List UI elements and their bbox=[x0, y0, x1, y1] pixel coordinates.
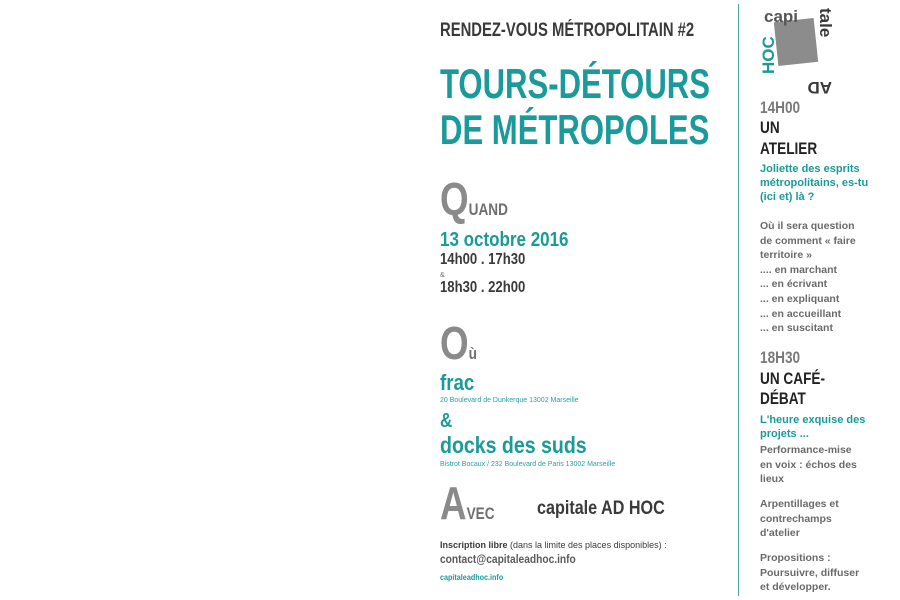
event-date: 13 octobre 2016 bbox=[440, 229, 569, 251]
cafe-subtitle bbox=[760, 413, 890, 441]
inscription-bold: Inscription libre bbox=[440, 540, 508, 550]
atelier-description-line: .... en marchant bbox=[760, 263, 838, 276]
event-kicker: RENDEZ-VOUS MÉTROPOLITAIN #2 bbox=[440, 20, 695, 41]
venue-frac-address: 20 Boulevard de Dunkerque 13002 Marseille bbox=[440, 397, 579, 404]
avec-initial: A bbox=[440, 477, 467, 529]
time-ampersand: & bbox=[440, 272, 445, 279]
cafe-arpentillages bbox=[760, 497, 890, 541]
capitale-ad-hoc-logo bbox=[759, 7, 835, 97]
atelier-description bbox=[760, 219, 890, 336]
atelier-description-line: territoire » bbox=[760, 249, 812, 262]
cafe-propositions-line: Poursuivre, diffuser bbox=[760, 566, 860, 579]
atelier-heading-line1: UN bbox=[760, 118, 780, 137]
logo-word-capi: capi bbox=[764, 7, 799, 26]
cafe-propositions bbox=[760, 551, 890, 595]
quand-heading bbox=[440, 173, 508, 225]
event-title-line1: TOURS-DÉTOURS bbox=[440, 60, 710, 107]
quand-rest: UAND bbox=[468, 200, 508, 219]
atelier-time: 14H00 bbox=[760, 98, 801, 117]
atelier-subtitle-line: (ici et) là ? bbox=[760, 191, 815, 203]
ou-rest: ù bbox=[468, 344, 477, 363]
venue-docks-address: Bistrot Bocaux / 232 Boulevard de Paris 13002 Marseille bbox=[440, 461, 616, 468]
atelier-subtitle bbox=[760, 162, 890, 204]
time-slot-1: 14h00 . 17h30 bbox=[440, 251, 526, 268]
atelier-subtitle-line: Joliette des esprits bbox=[760, 163, 860, 175]
atelier-description-line: Où il sera question bbox=[760, 220, 855, 232]
inscription-note bbox=[440, 540, 667, 550]
logo-word-ad: AD bbox=[807, 78, 832, 97]
atelier-description-line: ... en accueillant bbox=[760, 307, 842, 320]
atelier-description-line: ... en écrivant bbox=[760, 278, 828, 291]
atelier-description-line: de comment « faire bbox=[760, 234, 856, 247]
ou-heading bbox=[440, 317, 477, 369]
venue-ampersand: & bbox=[440, 410, 453, 432]
cafe-arpentillages-line: contrechamps bbox=[760, 512, 832, 525]
cafe-subtitle-line: L'heure exquise des bbox=[760, 414, 866, 426]
cafe-time: 18H30 bbox=[760, 348, 801, 367]
cafe-arpentillages-line: Arpentillages et bbox=[760, 498, 839, 510]
time-slot-2: 18h30 . 22h00 bbox=[440, 279, 526, 296]
quand-initial: Q bbox=[440, 173, 469, 225]
atelier-heading-line2: ATELIER bbox=[760, 139, 818, 158]
cafe-heading-line1: UN CAFÉ- bbox=[760, 369, 825, 388]
logo-word-tale: tale bbox=[816, 8, 835, 38]
column-divider bbox=[738, 4, 739, 596]
cafe-subtitle-line: projets ... bbox=[760, 428, 809, 440]
partner-name: capitale AD HOC bbox=[537, 498, 665, 519]
event-title-line2: DE MÉTROPOLES bbox=[440, 106, 710, 153]
atelier-subtitle-line: métropolitains, es-tu bbox=[760, 177, 869, 189]
website-link[interactable]: capitaleadhoc.info bbox=[440, 573, 504, 582]
atelier-description-line: ... en expliquant bbox=[760, 292, 840, 305]
venue-docks: docks des suds bbox=[440, 432, 587, 458]
cafe-performance-line: lieux bbox=[760, 473, 784, 486]
contact-email-link[interactable]: contact@capitaleadhoc.info bbox=[440, 552, 576, 566]
cafe-performance-line: en voix : échos des bbox=[760, 458, 857, 471]
avec-heading bbox=[440, 477, 495, 529]
ou-initial: O bbox=[440, 317, 469, 369]
venue-frac: frac bbox=[440, 370, 475, 395]
atelier-description-line: ... en suscitant bbox=[760, 322, 833, 335]
cafe-propositions-line: et développer. bbox=[760, 581, 831, 594]
avec-rest: VEC bbox=[466, 504, 495, 523]
inscription-rest: (dans la limite des places disponibles) : bbox=[507, 540, 667, 550]
logo-word-hoc: HOC bbox=[759, 36, 778, 74]
cafe-heading-line2: DÉBAT bbox=[760, 389, 806, 408]
cafe-propositions-line: Propositions : bbox=[760, 552, 831, 564]
cafe-arpentillages-line: d'atelier bbox=[760, 527, 800, 540]
cafe-performance-line: Performance-mise bbox=[760, 444, 852, 456]
cafe-performance bbox=[760, 443, 890, 487]
